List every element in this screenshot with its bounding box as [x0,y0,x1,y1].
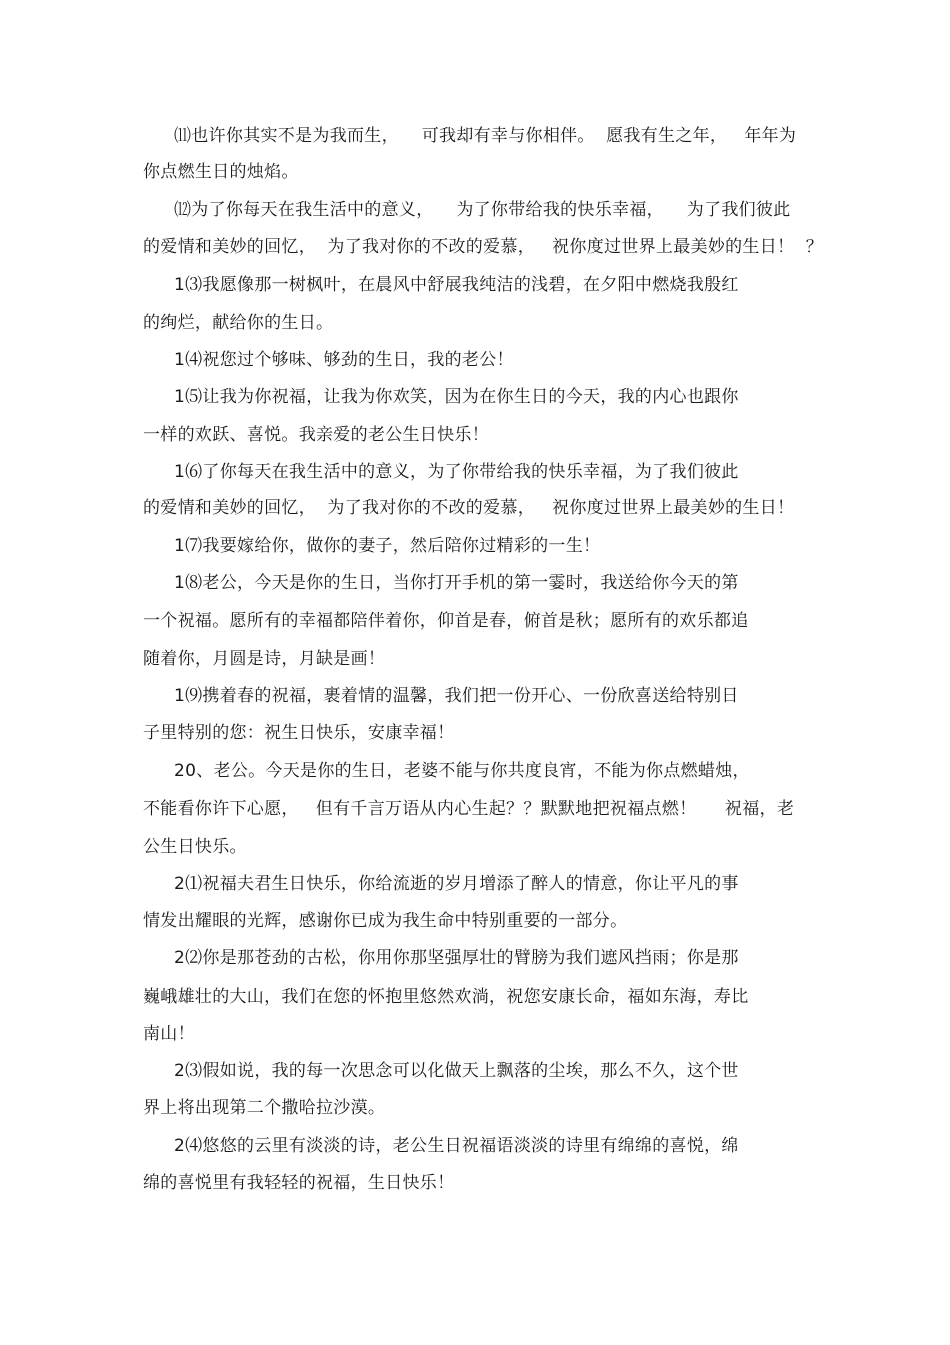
text-line: ⑾也许你其实不是为我而生， 可我却有幸与你相伴。 愿我有生之年， 年年为 [174,126,797,146]
text-line: 巍峨雄壮的大山，我们在您的怀抱里悠然欢淌，祝您安康长命，福如东海，寿比 [143,987,749,1007]
text-line: 的爱情和美妙的回忆， 为了我对你的不改的爱慕， 祝你度过世界上最美妙的生日！ [143,498,795,518]
text-line: 随着你，月圆是诗，月缺是画！ [143,649,386,669]
text-line: 2⑴祝福夫君生日快乐，你给流逝的岁月增添了醉人的情意，你让平凡的事 [174,874,739,894]
text-line: 1⑹了你每天在我生活中的意义，为了你带给我的快乐幸福，为了我们彼此 [174,462,739,482]
text-line: 你点燃生日的烛焰。 [143,162,299,182]
text-line: 南山！ [143,1024,195,1044]
text-line: 的爱情和美妙的回忆， 为了我对你的不改的爱慕， 祝你度过世界上最美妙的生日！ ？ [143,237,824,257]
text-line: 的绚烂，献给你的生日。 [143,313,334,333]
text-line: 1⑼携着春的祝福，裹着情的温馨，我们把一份开心、一份欣喜送给特别日 [174,686,739,706]
text-line: 2⑷悠悠的云里有淡淡的诗，老公生日祝福语淡淡的诗里有绵绵的喜悦，绵 [174,1136,739,1156]
text-line: 界上将出现第二个撒哈拉沙漠。 [143,1098,386,1118]
text-line: ⑿为了你每天在我生活中的意义， 为了你带给我的快乐幸福， 为了我们彼此 [174,200,791,220]
text-line: 2⑵你是那苍劲的古松，你用你那坚强厚壮的臂膀为我们遮风挡雨；你是那 [174,948,739,968]
text-line: 1⑶我愿像那一树枫叶，在晨风中舒展我纯洁的浅碧，在夕阳中燃烧我殷红 [174,275,739,295]
text-line: 公生日快乐。 [143,837,247,857]
text-line: 子里特别的您：祝生日快乐，安康幸福！ [143,723,455,743]
text-line: 1⑸让我为你祝福，让我为你欢笑，因为在你生日的今天，我的内心也跟你 [174,387,739,407]
text-line: 不能看你许下心愿， 但有千言万语从内心生起？？默默地把祝福点燃！ 祝福，老 [143,799,795,819]
text-line: 情发出耀眼的光辉，感谢你已成为我生命中特别重要的一部分。 [143,911,628,931]
text-line: 一个祝福。愿所有的幸福都陪伴着你，仰首是春，俯首是秋；愿所有的欢乐都追 [143,611,749,631]
text-line: 1⑷祝您过个够味、够劲的生日，我的老公！ [174,350,514,370]
text-line: 1⑺我要嫁给你，做你的妻子，然后陪你过精彩的一生！ [174,536,601,556]
text-line: 2⑶假如说，我的每一次思念可以化做天上飘落的尘埃，那么不久，这个世 [174,1061,739,1081]
text-line: 1⑻老公，今天是你的生日，当你打开手机的第一霎时，我送给你今天的第 [174,573,739,593]
text-line: 一样的欢跃、喜悦。我亲爱的老公生日快乐！ [143,425,489,445]
text-line: 绵的喜悦里有我轻轻的祝福，生日快乐！ [143,1173,455,1193]
text-line: 20、老公。今天是你的生日，老婆不能与你共度良宵，不能为你点燃蜡烛， [174,761,750,781]
